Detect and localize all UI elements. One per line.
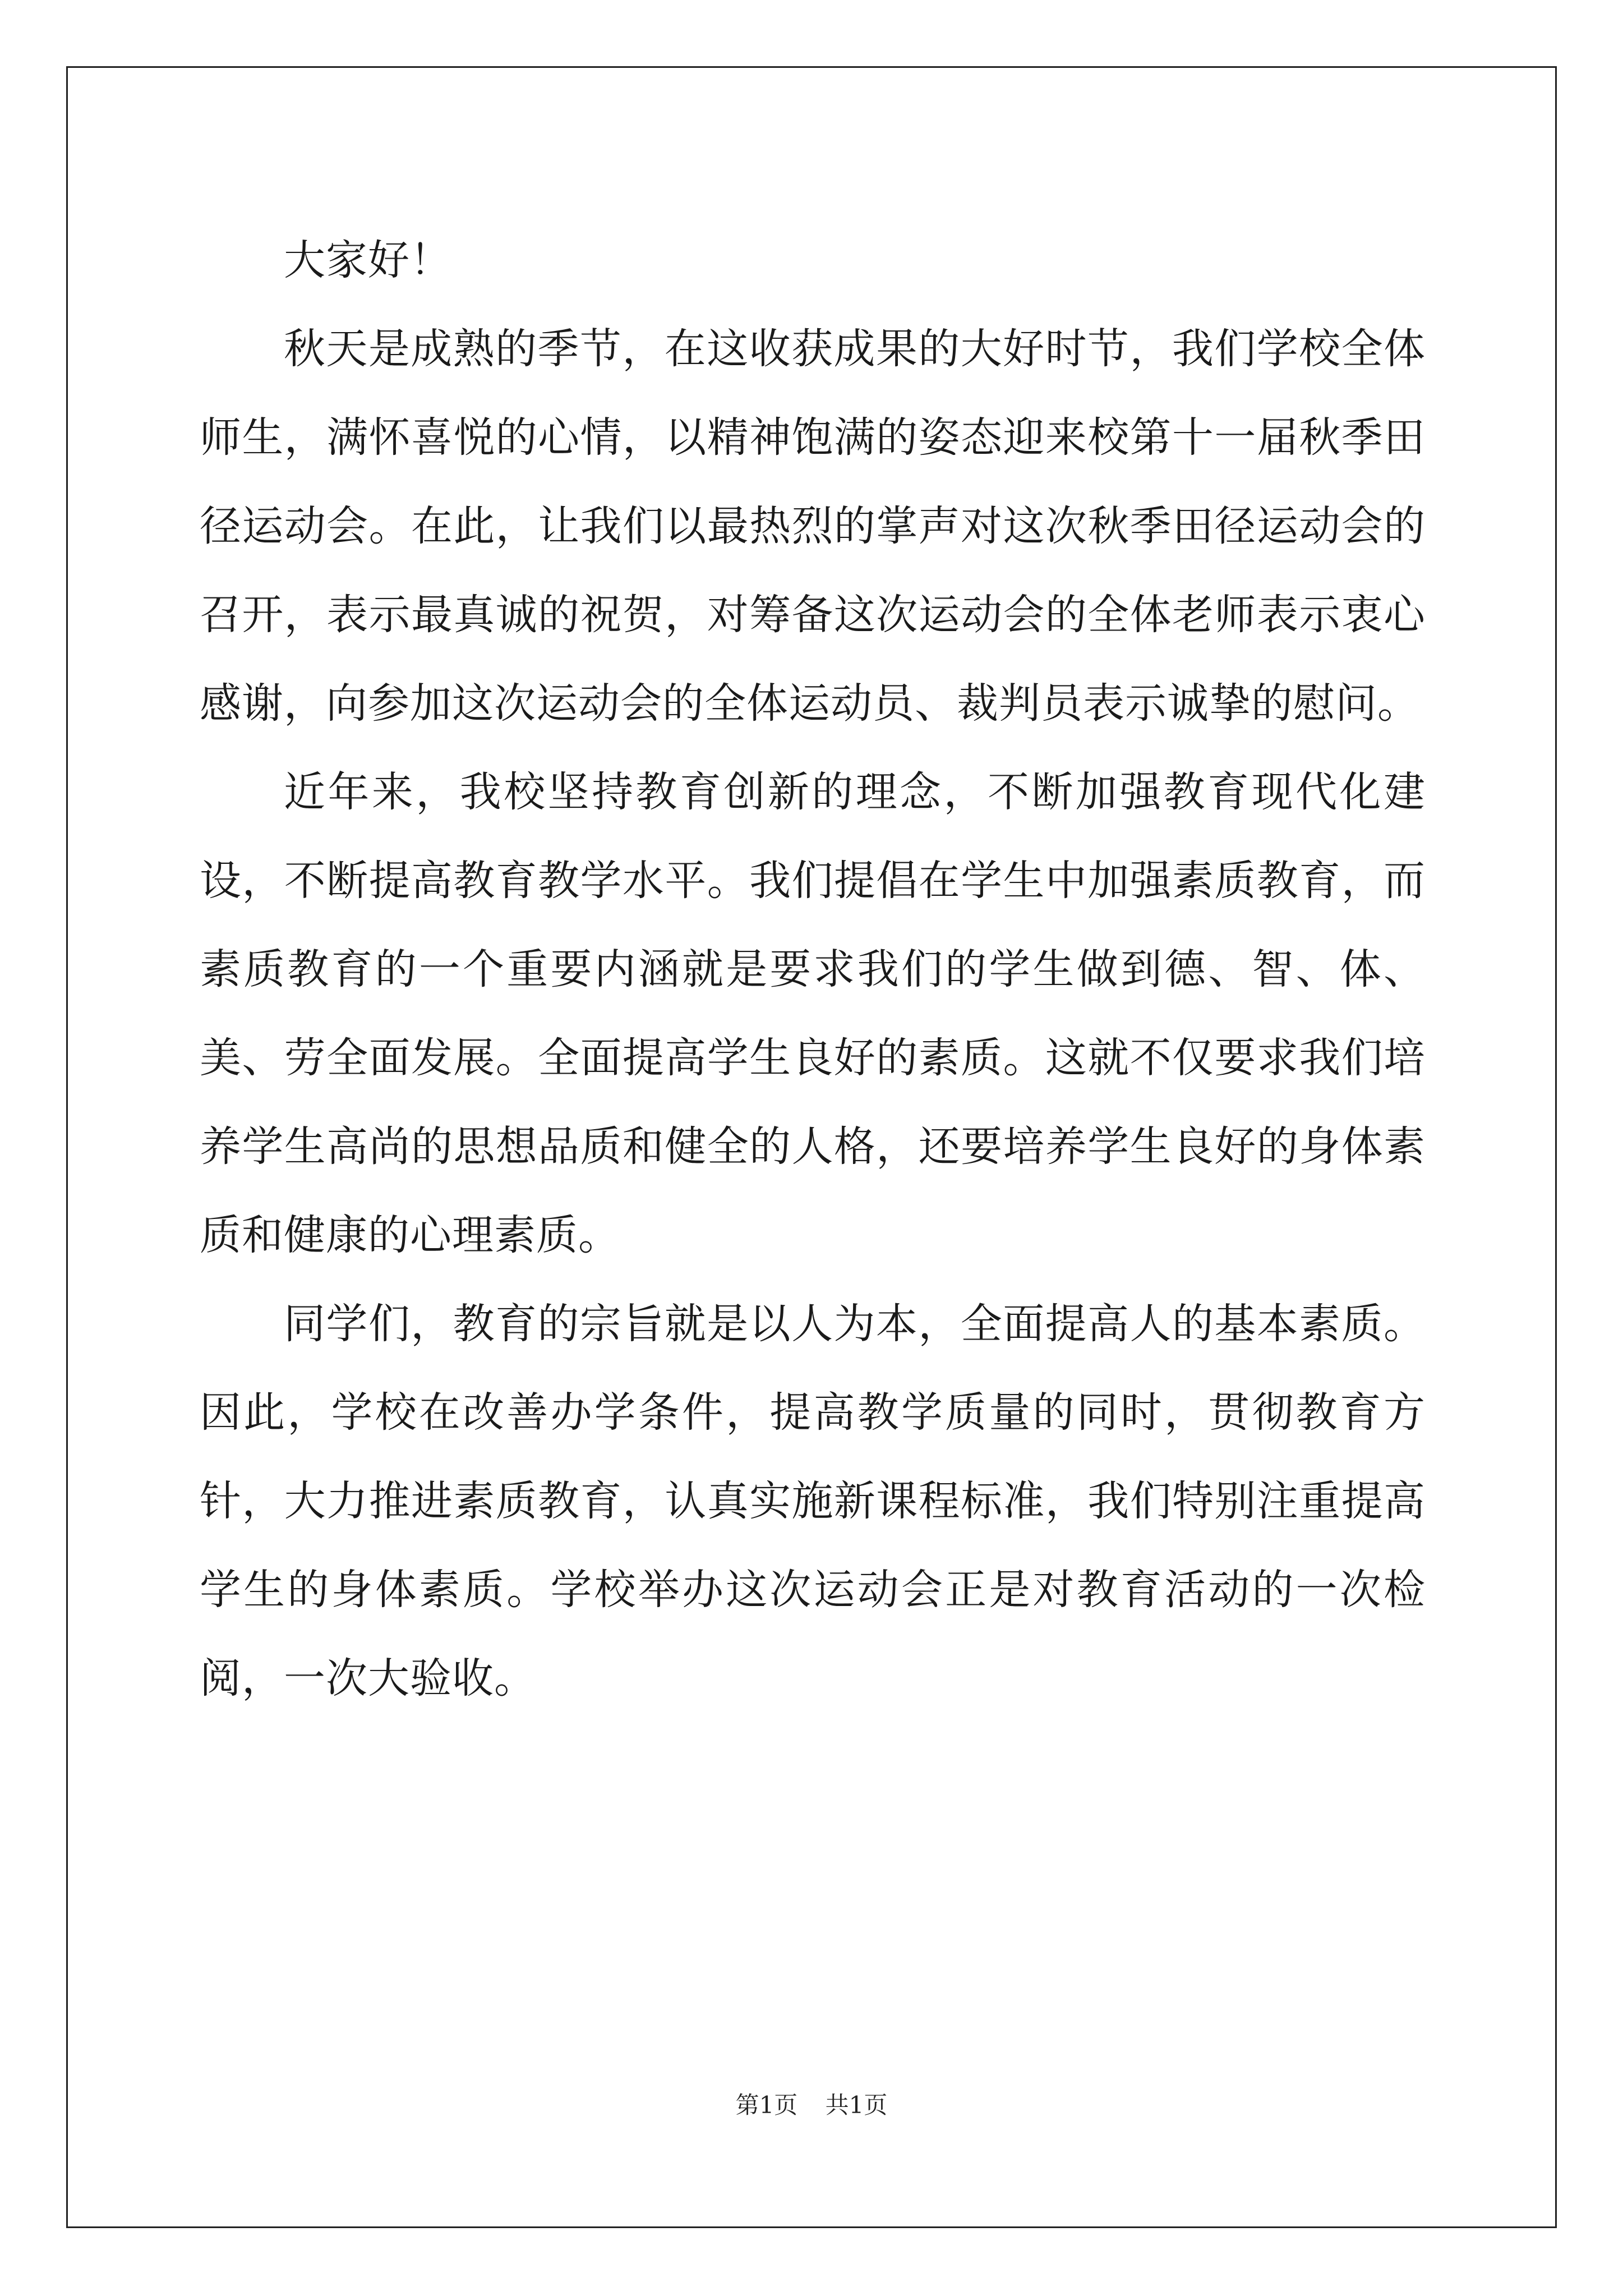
page-footer [0,2087,1623,2120]
paragraph-3: 同学们，教育的宗旨就是以人为本，全面提高人的基本素质。因此，学校在改善办学条件，提高教学质量的同时，贯彻教育方针，大力推进素质教育，认真实施新课程标准，我们特别注重提高学生的身体素质。学校举办这次运动会正是对教育活动的一次检阅，一次大验收。 [200,1300,1426,1703]
document-body [200,216,1426,1723]
page-total: 共1页 [825,2091,888,2119]
greeting-paragraph: 大家好！ [284,236,452,284]
paragraph-1: 秋天是成熟的季节，在这收获成果的大好时节，我们学校全体师生，满怀喜悦的心情，以精神饱满的姿态迎来校第十一届秋季田径运动会。在此，让我们以最热烈的掌声对这次秋季田径运动会的召开，表示最真诚的祝贺，对筹备这次运动会的全体老师表示衷心感谢，向参加这次运动会的全体运动员、裁判员表示诚挚的慰问。 [200,325,1426,728]
page-number: 第1页 [735,2091,798,2119]
paragraph-2: 近年来，我校坚持教育创新的理念，不断加强教育现代化建设，不断提高教育教学水平。我们提倡在学生中加强素质教育，而素质教育的一个重要内涵就是要求我们的学生做到德、智、体、美、劳全面发展。全面提高学生良好的素质。这就不仅要求我们培养学生高尚的思想品质和健全的人格，还要培养学生良好的身体素质和健康的心理素质。 [200,768,1426,1259]
